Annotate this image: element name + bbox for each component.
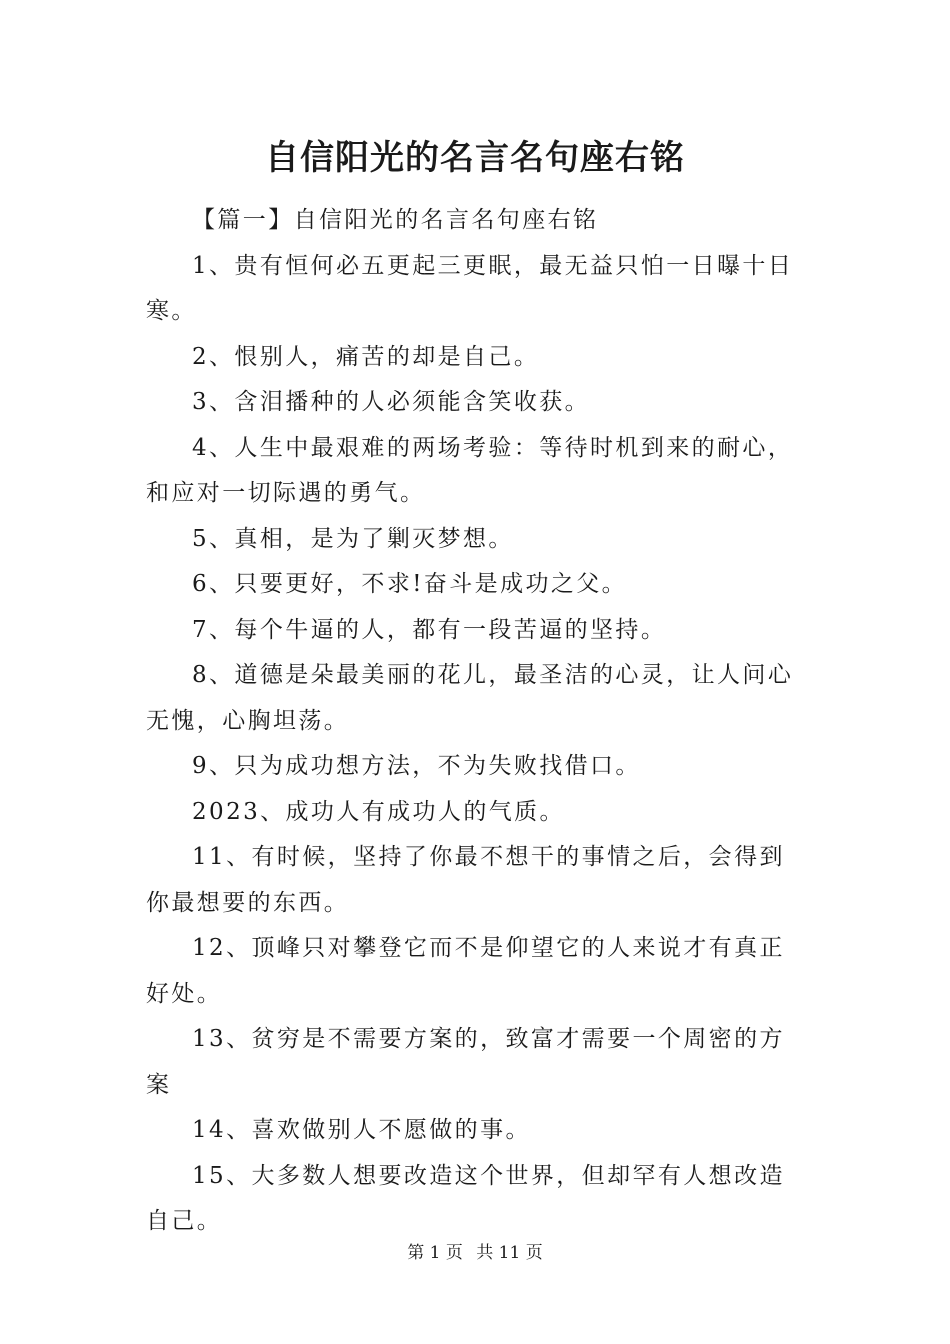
quote-item: 1、贵有恒何必五更起三更眠，最无益只怕一日曝十日寒。 <box>146 252 794 324</box>
document-title: 自信阳光的名言名句座右铭 <box>265 138 685 178</box>
quote-item: 7、每个牛逼的人，都有一段苦逼的坚持。 <box>192 616 667 643</box>
quote-item: 14、喜欢做别人不愿做的事。 <box>192 1117 531 1143</box>
quote-item: 5、真相，是为了剿灭梦想。 <box>192 525 514 552</box>
page-number: 第 1 页 <box>407 1243 463 1263</box>
quote-item: 4、人生中最艰难的两场考验：等待时机到来的耐心，和应对一切际遇的勇气。 <box>146 434 794 506</box>
quote-item: 9、只为成功想方法，不为失败找借口。 <box>192 753 641 779</box>
quote-item: 2023、成功人有成功人的气质。 <box>192 798 565 825</box>
quote-item: 6、只要更好，不求!奋斗是成功之父。 <box>192 571 628 597</box>
quote-item: 3、含泪播种的人必须能含笑收获。 <box>192 389 591 415</box>
document-body <box>146 198 808 1245</box>
quote-item: 2、恨别人，痛苦的却是自己。 <box>192 343 540 370</box>
quote-item: 13、贫穷是不需要方案的，致富才需要一个周密的方案 <box>146 1026 785 1098</box>
paragraph-heading: 【篇一】自信阳光的名言名句座右铭 <box>192 207 599 233</box>
quote-item: 12、顶峰只对攀登它而不是仰望它的人来说才有真正好处。 <box>146 935 785 1007</box>
page-total: 共 11 页 <box>476 1243 543 1263</box>
quote-item: 15、大多数人想要改造这个世界，但却罕有人想改造自己。 <box>146 1162 785 1234</box>
quote-item: 11、有时候，坚持了你最不想干的事情之后，会得到你最想要的东西。 <box>146 844 785 916</box>
page-footer <box>0 1240 950 1266</box>
quote-item: 8、道德是朵最美丽的花儿，最圣洁的心灵，让人问心无愧，心胸坦荡。 <box>146 662 794 734</box>
